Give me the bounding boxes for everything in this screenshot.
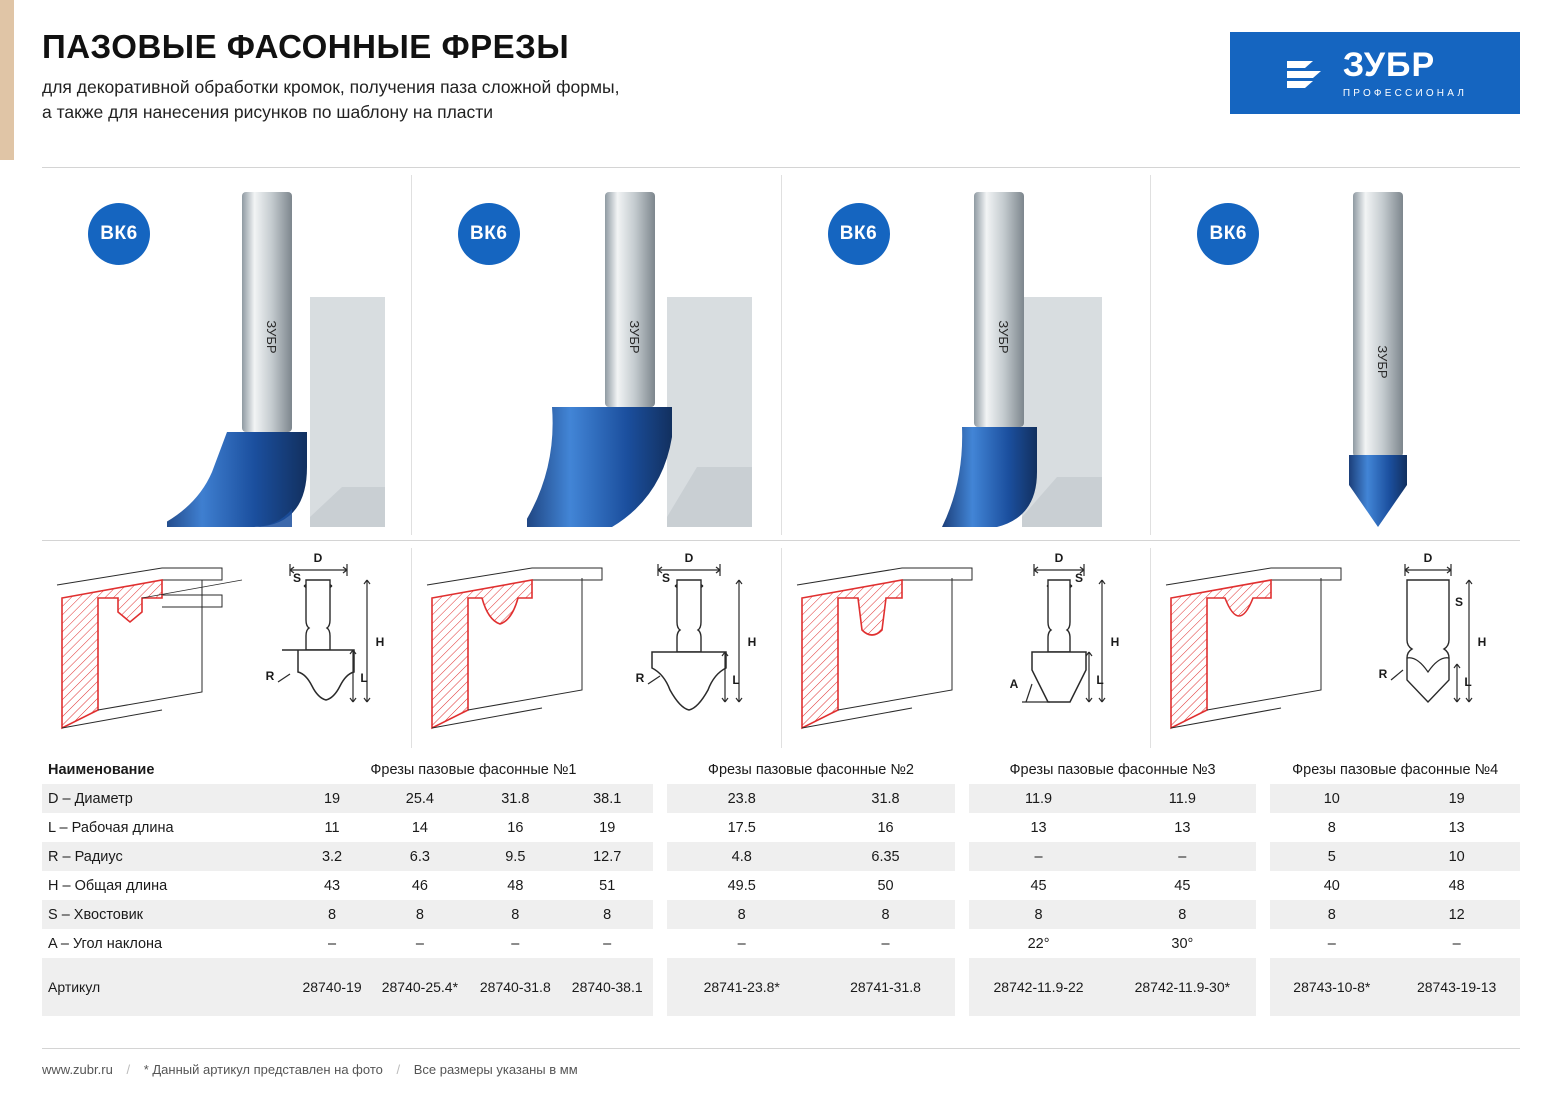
product-photo-1 <box>42 175 412 535</box>
cell-s: 8 <box>603 906 612 923</box>
website-link[interactable]: www.zubr.ru <box>42 1062 113 1077</box>
cell-h: 45 <box>1174 877 1191 894</box>
cell-l: 13 <box>1030 819 1047 836</box>
table-row <box>294 900 654 929</box>
table-row <box>42 871 294 900</box>
product-photo-row <box>42 175 1520 535</box>
profile-and-dimension-drawing-3 <box>782 550 1142 750</box>
table-row <box>294 755 654 784</box>
subtitle-line-2: а также для нанесения рисунков по шаблону на пласти <box>42 102 494 123</box>
cell-d: 10 <box>1323 790 1340 807</box>
product-photo-3 <box>782 175 1152 535</box>
svg-text:ЗУБР: ЗУБР <box>264 320 279 354</box>
cell-a: – <box>415 935 424 952</box>
cell-r: 4.8 <box>731 848 752 865</box>
cell-h: 49.5 <box>727 877 756 894</box>
cell-a: – <box>737 935 746 952</box>
cell-article: 28743-19-13 <box>1416 979 1497 995</box>
row-label-article: Артикул <box>48 979 101 995</box>
carbide-badge: ВК6 <box>828 203 890 265</box>
product-photo-2 <box>412 175 782 535</box>
table-row <box>969 929 1257 958</box>
cell-a: – <box>1327 935 1336 952</box>
group-title: Фрезы пазовые фасонные №1 <box>370 761 577 778</box>
spec-table-group-1 <box>294 755 654 1016</box>
table-row <box>294 784 654 813</box>
table-row <box>294 958 654 1016</box>
table-row <box>667 871 955 900</box>
profile-and-dimension-drawing-4 <box>1151 550 1511 750</box>
table-row <box>294 842 654 871</box>
svg-text:R: R <box>635 671 645 685</box>
cell-s: 12 <box>1448 906 1465 923</box>
cell-d: 19 <box>1448 790 1465 807</box>
divider-bottom <box>42 1048 1520 1049</box>
svg-text:H: H <box>747 635 757 649</box>
group-title: Фрезы пазовые фасонные №2 <box>707 761 914 778</box>
page-title: ПАЗОВЫЕ ФАСОННЫЕ ФРЕЗЫ <box>42 28 570 65</box>
cell-r: 6.3 <box>409 848 430 865</box>
cell-r: 10 <box>1448 848 1465 865</box>
cell-r: – <box>1178 848 1187 865</box>
cell-s: 8 <box>1034 906 1043 923</box>
cell-s: 8 <box>1327 906 1336 923</box>
cell-d: 23.8 <box>727 790 756 807</box>
group-title: Фрезы пазовые фасонные №4 <box>1292 761 1499 778</box>
spec-row-labels <box>42 755 294 1016</box>
spec-table-group-2 <box>667 755 955 1016</box>
cell-article: 28740-38.1 <box>571 979 643 995</box>
svg-text:H: H <box>1477 635 1487 649</box>
footer-note-1: * Данный артикул представлен на фото <box>143 1062 383 1077</box>
cell-d: 11.9 <box>1024 790 1053 807</box>
table-row <box>42 958 294 1016</box>
svg-text:L: L <box>732 673 740 687</box>
technical-diagram-row <box>42 548 1520 748</box>
logo-arrow-icon <box>1283 50 1329 96</box>
router-bit-image-2 <box>527 187 757 537</box>
carbide-badge: ВК6 <box>88 203 150 265</box>
cell-d: 31.8 <box>501 790 530 807</box>
table-row <box>1270 871 1520 900</box>
cell-s: 8 <box>881 906 890 923</box>
cell-d: 38.1 <box>593 790 622 807</box>
cell-l: 16 <box>507 819 524 836</box>
product-photo-4 <box>1151 175 1520 535</box>
table-row <box>294 813 654 842</box>
row-label-d: D – Диаметр <box>48 790 133 807</box>
logo-text <box>1342 45 1468 99</box>
cell-h: 40 <box>1323 877 1340 894</box>
table-row <box>1270 842 1520 871</box>
cell-h: 46 <box>411 877 428 894</box>
footer-note-2: Все размеры указаны в мм <box>413 1062 578 1077</box>
cell-article: 28742-11.9-22 <box>993 979 1084 995</box>
divider-top <box>42 167 1520 168</box>
svg-text:ЗУБР: ЗУБР <box>1375 345 1391 379</box>
cell-r: 6.35 <box>871 848 900 865</box>
svg-text:ЗУБР: ЗУБР <box>995 320 1011 354</box>
group-title: Фрезы пазовые фасонные №3 <box>1009 761 1216 778</box>
cell-a: – <box>511 935 520 952</box>
svg-text:L: L <box>360 671 368 685</box>
row-label-l: L – Рабочая длина <box>48 819 174 836</box>
cell-l: 17.5 <box>727 819 756 836</box>
cell-article: 28743-10-8* <box>1293 979 1371 995</box>
cell-article: 28740-19 <box>302 979 362 995</box>
cell-l: 8 <box>1327 819 1336 836</box>
cell-l: 19 <box>599 819 616 836</box>
svg-text:S: S <box>1074 571 1083 585</box>
table-row <box>969 813 1257 842</box>
table-row <box>42 813 294 842</box>
row-label-h: H – Общая длина <box>48 877 168 894</box>
cell-a: – <box>1452 935 1461 952</box>
table-row <box>667 900 955 929</box>
table-row <box>1270 929 1520 958</box>
cell-d: 31.8 <box>871 790 900 807</box>
table-row <box>42 900 294 929</box>
cell-l: 14 <box>411 819 428 836</box>
svg-text:A: A <box>1009 677 1018 691</box>
table-row <box>1270 900 1520 929</box>
svg-text:D: D <box>313 551 323 565</box>
header <box>42 30 1142 125</box>
svg-text:ЗУБР: ЗУБР <box>626 320 642 354</box>
cell-a: 30° <box>1171 935 1194 952</box>
spec-table-group-3 <box>969 755 1257 1016</box>
technical-diagram-2 <box>412 548 782 748</box>
router-bit-image-1 <box>167 187 387 537</box>
cell-r: 12.7 <box>593 848 622 865</box>
footer-divider: / <box>126 1062 131 1077</box>
svg-text:D: D <box>1054 551 1063 565</box>
cell-r: – <box>1034 848 1043 865</box>
cell-l: 13 <box>1174 819 1191 836</box>
svg-text:S: S <box>292 571 302 585</box>
footer-divider: / <box>396 1062 401 1077</box>
cell-article: 28740-25.4* <box>381 979 459 995</box>
cell-h: 48 <box>507 877 524 894</box>
cell-s: 8 <box>511 906 520 923</box>
technical-diagram-4 <box>1151 548 1520 748</box>
table-row <box>667 958 955 1016</box>
table-row <box>969 784 1257 813</box>
table-row <box>42 784 294 813</box>
table-row <box>667 755 955 784</box>
cell-s: 8 <box>1178 906 1187 923</box>
svg-text:L: L <box>1464 675 1472 689</box>
table-row <box>1270 958 1520 1016</box>
technical-diagram-3 <box>782 548 1152 748</box>
logo-name: ЗУБР <box>1342 45 1436 84</box>
table-row <box>42 755 294 784</box>
left-accent-bar <box>0 0 14 160</box>
table-row <box>969 958 1257 1016</box>
svg-text:R: R <box>265 669 275 683</box>
table-row <box>42 842 294 871</box>
row-label-a: A – Угол наклона <box>48 935 163 952</box>
svg-text:S: S <box>661 571 670 585</box>
carbide-badge: ВК6 <box>1197 203 1259 265</box>
cell-r: 3.2 <box>321 848 343 865</box>
cell-article: 28741-23.8* <box>703 979 780 995</box>
table-row <box>667 929 955 958</box>
cell-d: 25.4 <box>405 790 434 807</box>
technical-diagram-1 <box>42 548 412 748</box>
cell-l: 16 <box>877 819 894 836</box>
cell-r: 5 <box>1327 848 1336 865</box>
cell-article: 28740-31.8 <box>479 979 551 995</box>
svg-text:D: D <box>684 551 694 565</box>
table-row <box>969 755 1257 784</box>
cell-h: 51 <box>599 877 616 894</box>
cell-h: 48 <box>1448 877 1465 894</box>
table-row <box>42 929 294 958</box>
table-row <box>969 900 1257 929</box>
cell-h: 45 <box>1030 877 1047 894</box>
cell-s: 8 <box>415 906 424 923</box>
router-bit-image-3 <box>912 187 1112 537</box>
profile-and-dimension-drawing-1 <box>42 550 402 750</box>
cell-h: 50 <box>877 877 894 894</box>
cell-l: 11 <box>324 819 340 836</box>
logo-tagline: ПРОФЕССИОНАЛ <box>1342 87 1468 99</box>
table-row <box>667 842 955 871</box>
divider-middle <box>42 540 1520 541</box>
row-label-r: R – Радиус <box>48 848 123 865</box>
table-row <box>294 929 654 958</box>
svg-text:L: L <box>1095 673 1104 687</box>
table-row <box>1270 755 1520 784</box>
cell-h: 43 <box>323 877 341 894</box>
table-row <box>969 871 1257 900</box>
table-row <box>667 813 955 842</box>
svg-text:H: H <box>375 635 385 649</box>
row-label-s: S – Хвостовик <box>48 906 144 923</box>
cell-article: 28742-11.9-30* <box>1134 979 1231 995</box>
cell-d: 11.9 <box>1168 790 1196 807</box>
profile-and-dimension-drawing-2 <box>412 550 772 750</box>
carbide-badge: ВК6 <box>458 203 520 265</box>
table-row <box>969 842 1257 871</box>
table-row <box>667 784 955 813</box>
cell-a: – <box>603 935 612 952</box>
row-header-label: Наименование <box>48 761 155 778</box>
cell-l: 13 <box>1448 819 1465 836</box>
cell-s: 8 <box>737 906 746 923</box>
svg-text:S: S <box>1455 595 1464 609</box>
table-row <box>294 871 654 900</box>
cell-a: – <box>881 935 890 952</box>
specification-tables <box>42 755 1520 1016</box>
table-row <box>1270 784 1520 813</box>
svg-text:D: D <box>1423 551 1433 565</box>
footer <box>42 1062 578 1077</box>
page-subtitle <box>42 75 1142 126</box>
cell-d: 19 <box>323 790 341 807</box>
cell-s: 8 <box>327 906 337 923</box>
svg-text:R: R <box>1378 667 1388 681</box>
cell-r: 9.5 <box>505 848 526 865</box>
spec-table-group-4 <box>1270 755 1520 1016</box>
svg-text:H: H <box>1110 635 1119 649</box>
subtitle-line-1: для декоративной обработки кромок, получения паза сложной формы, <box>42 76 620 97</box>
table-row <box>1270 813 1520 842</box>
router-bit-image-4 <box>1291 187 1471 537</box>
cell-a: – <box>327 935 337 952</box>
brand-logo <box>1230 32 1520 114</box>
cell-article: 28741-31.8 <box>850 979 921 995</box>
cell-a: 22° <box>1027 935 1050 952</box>
